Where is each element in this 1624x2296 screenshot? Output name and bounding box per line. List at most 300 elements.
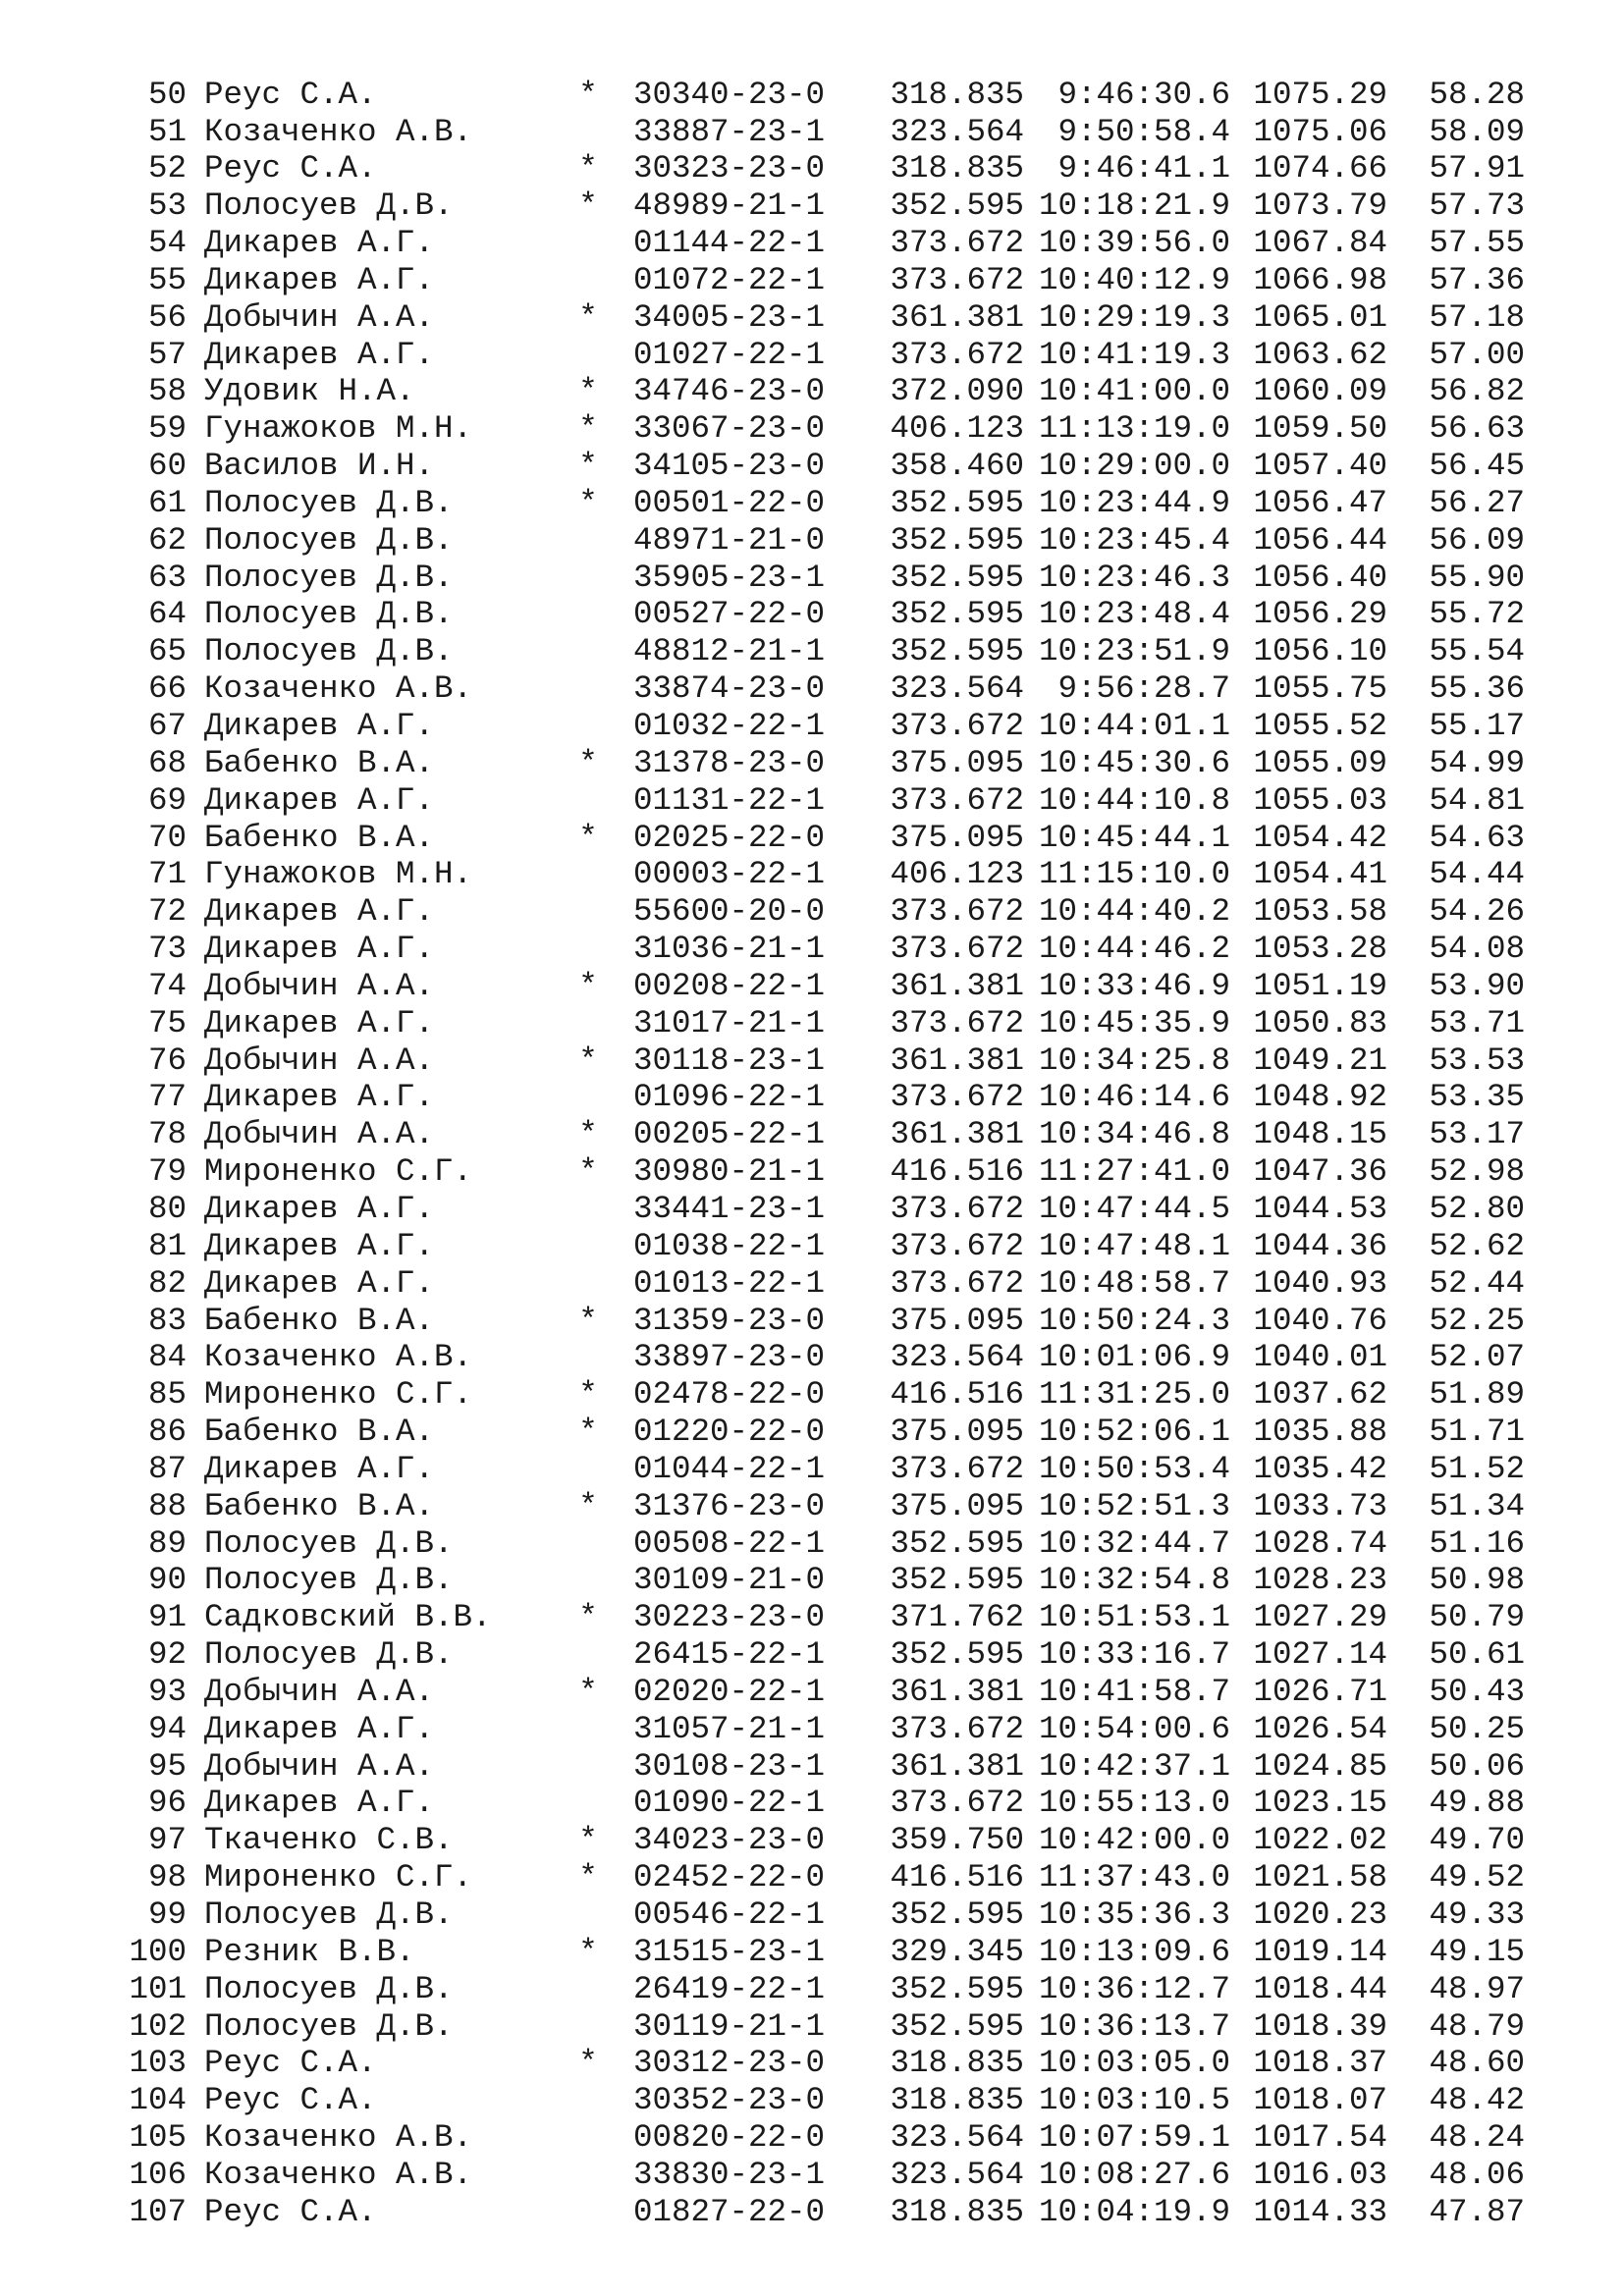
arrival-time: 10:29:00.0 [1038,448,1230,485]
place-number: 107 [129,2193,187,2230]
table-row [88,931,1561,968]
owner-name: Мироненко С.Г. [204,1153,473,1191]
score-value: 55.36 [1429,670,1525,708]
speed-value: 1056.47 [1253,484,1387,521]
speed-value: 1056.10 [1253,633,1387,670]
distance-value: 373.672 [890,336,1024,373]
owner-name: Полосуев Д.В. [204,187,454,225]
place-number: 85 [147,1376,187,1414]
ring-number: 01220-22-0 [633,1414,826,1451]
arrival-time: 10:52:51.3 [1038,1487,1230,1524]
table-row [88,1748,1561,1786]
place-number: 90 [147,1562,187,1599]
arrival-time: 10:13:09.6 [1038,1933,1230,1970]
owner-name: Удовик Н.А. [204,373,415,410]
arrival-time: 10:41:58.7 [1038,1673,1230,1710]
place-number: 97 [147,1822,187,1859]
distance-value: 318.835 [890,150,1024,187]
distance-value: 416.516 [890,1376,1024,1414]
owner-name: Реус С.А. [204,2045,377,2082]
mark-asterisk: * [578,76,598,113]
score-value: 53.71 [1429,1004,1525,1041]
table-row [88,1711,1561,1748]
owner-name: Реус С.А. [204,76,377,113]
table-row [88,857,1561,894]
ring-number: 35905-23-1 [633,559,826,596]
speed-value: 1075.06 [1253,113,1387,150]
speed-value: 1056.40 [1253,559,1387,596]
speed-value: 1053.58 [1253,893,1387,931]
owner-name: Бабенко В.А. [204,819,435,856]
arrival-time: 10:45:44.1 [1038,819,1230,856]
place-number: 100 [129,1933,187,1970]
owner-name: Полосуев Д.В. [204,596,454,633]
owner-name: Бабенко В.А. [204,1487,435,1524]
owner-name: Ткаченко С.В. [204,1822,454,1859]
arrival-time: 10:50:53.4 [1038,1450,1230,1487]
ring-number: 30980-21-1 [633,1153,826,1191]
place-number: 93 [147,1673,187,1710]
arrival-time: 9:46:41.1 [1057,150,1230,187]
table-row [88,782,1561,820]
score-value: 49.33 [1429,1896,1525,1934]
place-number: 87 [147,1450,187,1487]
table-row [88,1265,1561,1303]
distance-value: 352.595 [890,559,1024,596]
owner-name: Дикарев А.Г. [204,931,435,968]
speed-value: 1020.23 [1253,1896,1387,1934]
distance-value: 361.381 [890,1041,1024,1079]
score-value: 48.06 [1429,2156,1525,2193]
place-number: 104 [129,2082,187,2119]
distance-value: 358.460 [890,448,1024,485]
score-value: 55.90 [1429,559,1525,596]
arrival-time: 10:44:10.8 [1038,781,1230,819]
speed-value: 1027.29 [1253,1599,1387,1636]
distance-value: 361.381 [890,1673,1024,1710]
ring-number: 34023-23-0 [633,1822,826,1859]
ring-number: 02452-22-0 [633,1859,826,1896]
speed-value: 1075.29 [1253,76,1387,113]
place-number: 80 [147,1190,187,1227]
mark-asterisk: * [578,1116,598,1153]
place-number: 94 [147,1710,187,1747]
table-row [88,1340,1561,1377]
table-row [88,522,1561,560]
place-number: 67 [147,708,187,745]
score-value: 51.89 [1429,1376,1525,1414]
mark-asterisk: * [578,967,598,1004]
distance-value: 323.564 [890,2156,1024,2193]
score-value: 48.97 [1429,1970,1525,2007]
place-number: 71 [147,856,187,893]
score-value: 50.61 [1429,1636,1525,1674]
owner-name: Дикарев А.Г. [204,1450,435,1487]
speed-value: 1040.93 [1253,1264,1387,1302]
table-row [88,1600,1561,1637]
speed-value: 1055.03 [1253,781,1387,819]
distance-value: 359.750 [890,1822,1024,1859]
owner-name: Гунажоков М.Н. [204,410,473,448]
speed-value: 1055.52 [1253,708,1387,745]
speed-value: 1033.73 [1253,1487,1387,1524]
speed-value: 1022.02 [1253,1822,1387,1859]
arrival-time: 10:44:01.1 [1038,708,1230,745]
distance-value: 373.672 [890,1190,1024,1227]
table-row [88,2083,1561,2120]
score-value: 48.79 [1429,2007,1525,2045]
owner-name: Полосуев Д.В. [204,1896,454,1934]
distance-value: 375.095 [890,1302,1024,1339]
mark-asterisk: * [578,1822,598,1859]
mark-asterisk: * [578,2045,598,2082]
ring-number: 55600-20-0 [633,893,826,931]
place-number: 86 [147,1414,187,1451]
place-number: 75 [147,1004,187,1041]
score-value: 47.87 [1429,2193,1525,2230]
ring-number: 33830-23-1 [633,2156,826,2193]
distance-value: 373.672 [890,1264,1024,1302]
distance-value: 373.672 [890,225,1024,262]
owner-name: Козаченко А.В. [204,113,473,150]
speed-value: 1066.98 [1253,261,1387,298]
mark-asterisk: * [578,1487,598,1524]
place-number: 73 [147,931,187,968]
place-number: 57 [147,336,187,373]
owner-name: Добычин А.А. [204,1041,435,1079]
table-row [88,1042,1561,1080]
score-value: 50.43 [1429,1673,1525,1710]
place-number: 89 [147,1524,187,1562]
distance-value: 416.516 [890,1153,1024,1191]
ring-number: 31515-23-1 [633,1933,826,1970]
arrival-time: 10:23:51.9 [1038,633,1230,670]
distance-value: 352.595 [890,2007,1024,2045]
mark-asterisk: * [578,1041,598,1079]
owner-name: Мироненко С.Г. [204,1376,473,1414]
table-row [88,337,1561,374]
owner-name: Бабенко В.А. [204,1302,435,1339]
distance-value: 373.672 [890,1079,1024,1116]
speed-value: 1040.01 [1253,1339,1387,1376]
place-number: 50 [147,76,187,113]
speed-value: 1048.15 [1253,1116,1387,1153]
place-number: 63 [147,559,187,596]
owner-name: Дикарев А.Г. [204,1710,435,1747]
arrival-time: 10:34:25.8 [1038,1041,1230,1079]
ring-number: 01072-22-1 [633,261,826,298]
ring-number: 00205-22-1 [633,1116,826,1153]
score-value: 49.70 [1429,1822,1525,1859]
arrival-time: 10:42:37.1 [1038,1747,1230,1785]
distance-value: 352.595 [890,1636,1024,1674]
arrival-time: 9:46:30.6 [1057,76,1230,113]
place-number: 92 [147,1636,187,1674]
owner-name: Садковский В.В. [204,1599,492,1636]
place-number: 79 [147,1153,187,1191]
distance-value: 323.564 [890,1339,1024,1376]
owner-name: Дикарев А.Г. [204,708,435,745]
table-row [88,262,1561,299]
score-value: 53.90 [1429,967,1525,1004]
distance-value: 352.595 [890,1524,1024,1562]
table-row [88,1117,1561,1154]
speed-value: 1063.62 [1253,336,1387,373]
distance-value: 361.381 [890,298,1024,336]
ring-number: 26419-22-1 [633,1970,826,2007]
place-number: 54 [147,225,187,262]
table-row [88,1080,1561,1117]
arrival-time: 10:47:44.5 [1038,1190,1230,1227]
speed-value: 1056.29 [1253,596,1387,633]
score-value: 57.91 [1429,150,1525,187]
speed-value: 1074.66 [1253,150,1387,187]
mark-asterisk: * [578,187,598,225]
table-row [88,671,1561,709]
arrival-time: 10:51:53.1 [1038,1599,1230,1636]
table-row [88,225,1561,262]
score-value: 49.15 [1429,1933,1525,1970]
table-row [88,1191,1561,1228]
distance-value: 373.672 [890,1450,1024,1487]
distance-value: 406.123 [890,410,1024,448]
score-value: 54.63 [1429,819,1525,856]
arrival-time: 10:40:12.9 [1038,261,1230,298]
arrival-time: 10:45:30.6 [1038,744,1230,781]
mark-asterisk: * [578,744,598,781]
speed-value: 1050.83 [1253,1004,1387,1041]
mark-asterisk: * [578,298,598,336]
speed-value: 1067.84 [1253,225,1387,262]
speed-value: 1051.19 [1253,967,1387,1004]
place-number: 53 [147,187,187,225]
arrival-time: 11:13:19.0 [1038,410,1230,448]
arrival-time: 10:04:19.9 [1038,2193,1230,2230]
owner-name: Добычин А.А. [204,967,435,1004]
table-row [88,968,1561,1005]
mark-asterisk: * [578,1859,598,1896]
mark-asterisk: * [578,410,598,448]
place-number: 52 [147,150,187,187]
arrival-time: 11:31:25.0 [1038,1376,1230,1414]
table-row [88,1786,1561,1823]
owner-name: Резник В.В. [204,1933,415,1970]
distance-value: 318.835 [890,2082,1024,2119]
distance-value: 372.090 [890,373,1024,410]
owner-name: Добычин А.А. [204,298,435,336]
ring-number: 02020-22-1 [633,1673,826,1710]
owner-name: Дикарев А.Г. [204,336,435,373]
arrival-time: 10:29:19.3 [1038,298,1230,336]
arrival-time: 10:07:59.1 [1038,2119,1230,2157]
ring-number: 48971-21-0 [633,521,826,559]
distance-value: 375.095 [890,744,1024,781]
arrival-time: 9:56:28.7 [1057,670,1230,708]
speed-value: 1044.53 [1253,1190,1387,1227]
table-row [88,1414,1561,1451]
score-value: 53.17 [1429,1116,1525,1153]
distance-value: 373.672 [890,1227,1024,1264]
ring-number: 33067-23-0 [633,410,826,448]
ring-number: 33441-23-1 [633,1190,826,1227]
place-number: 98 [147,1859,187,1896]
distance-value: 373.672 [890,708,1024,745]
table-row [88,448,1561,485]
place-number: 82 [147,1264,187,1302]
speed-value: 1049.21 [1253,1041,1387,1079]
place-number: 102 [129,2007,187,2045]
score-value: 54.26 [1429,893,1525,931]
place-number: 76 [147,1041,187,1079]
place-number: 106 [129,2156,187,2193]
ring-number: 31376-23-0 [633,1487,826,1524]
table-row [88,560,1561,597]
distance-value: 371.762 [890,1599,1024,1636]
arrival-time: 10:03:05.0 [1038,2045,1230,2082]
distance-value: 318.835 [890,2045,1024,2082]
table-row [88,1377,1561,1415]
distance-value: 318.835 [890,76,1024,113]
table-row [88,634,1561,671]
table-row [88,2194,1561,2231]
arrival-time: 10:44:46.2 [1038,931,1230,968]
arrival-time: 10:33:16.7 [1038,1636,1230,1674]
mark-asterisk: * [578,819,598,856]
ring-number: 30340-23-0 [633,76,826,113]
score-value: 58.28 [1429,76,1525,113]
distance-value: 323.564 [890,113,1024,150]
ring-number: 01827-22-0 [633,2193,826,2230]
speed-value: 1016.03 [1253,2156,1387,2193]
mark-asterisk: * [578,150,598,187]
speed-value: 1018.39 [1253,2007,1387,2045]
speed-value: 1040.76 [1253,1302,1387,1339]
score-value: 56.09 [1429,521,1525,559]
score-value: 56.45 [1429,448,1525,485]
speed-value: 1056.44 [1253,521,1387,559]
table-row [88,1451,1561,1488]
mark-asterisk: * [578,1153,598,1191]
place-number: 103 [129,2045,187,2082]
arrival-time: 10:35:36.3 [1038,1896,1230,1934]
distance-value: 352.595 [890,1896,1024,1934]
place-number: 72 [147,893,187,931]
owner-name: Василов И.Н. [204,448,435,485]
distance-value: 373.672 [890,1004,1024,1041]
speed-value: 1054.41 [1253,856,1387,893]
arrival-time: 10:52:06.1 [1038,1414,1230,1451]
score-value: 55.54 [1429,633,1525,670]
score-value: 52.98 [1429,1153,1525,1191]
score-value: 51.52 [1429,1450,1525,1487]
owner-name: Дикарев А.Г. [204,1004,435,1041]
ring-number: 31378-23-0 [633,744,826,781]
arrival-time: 10:39:56.0 [1038,225,1230,262]
place-number: 64 [147,596,187,633]
distance-value: 352.595 [890,1562,1024,1599]
score-value: 58.09 [1429,113,1525,150]
owner-name: Полосуев Д.В. [204,1562,454,1599]
ring-number: 30108-23-1 [633,1747,826,1785]
mark-asterisk: * [578,1376,598,1414]
owner-name: Дикарев А.Г. [204,225,435,262]
distance-value: 373.672 [890,1785,1024,1822]
score-value: 55.72 [1429,596,1525,633]
owner-name: Дикарев А.Г. [204,1227,435,1264]
mark-asterisk: * [578,1673,598,1710]
place-number: 51 [147,113,187,150]
table-row [88,1525,1561,1563]
score-value: 52.25 [1429,1302,1525,1339]
owner-name: Дикарев А.Г. [204,1079,435,1116]
score-value: 57.73 [1429,187,1525,225]
ring-number: 00527-22-0 [633,596,826,633]
ring-number: 31359-23-0 [633,1302,826,1339]
score-value: 50.98 [1429,1562,1525,1599]
place-number: 61 [147,484,187,521]
table-row [88,114,1561,151]
speed-value: 1018.37 [1253,2045,1387,2082]
place-number: 66 [147,670,187,708]
score-value: 52.07 [1429,1339,1525,1376]
table-row [88,820,1561,857]
arrival-time: 10:01:06.9 [1038,1339,1230,1376]
table-row [88,485,1561,522]
place-number: 68 [147,744,187,781]
arrival-time: 10:45:35.9 [1038,1004,1230,1041]
ring-number: 26415-22-1 [633,1636,826,1674]
speed-value: 1018.07 [1253,2082,1387,2119]
place-number: 74 [147,967,187,1004]
ring-number: 33874-23-0 [633,670,826,708]
score-value: 54.44 [1429,856,1525,893]
arrival-time: 10:23:46.3 [1038,559,1230,596]
owner-name: Полосуев Д.В. [204,1970,454,2007]
ring-number: 30312-23-0 [633,2045,826,2082]
place-number: 77 [147,1079,187,1116]
ring-number: 00508-22-1 [633,1524,826,1562]
arrival-time: 10:41:00.0 [1038,373,1230,410]
ring-number: 34746-23-0 [633,373,826,410]
arrival-time: 10:18:21.9 [1038,187,1230,225]
owner-name: Полосуев Д.В. [204,484,454,521]
place-number: 105 [129,2119,187,2157]
ring-number: 01044-22-1 [633,1450,826,1487]
score-value: 50.25 [1429,1710,1525,1747]
distance-value: 318.835 [890,2193,1024,2230]
score-value: 56.82 [1429,373,1525,410]
speed-value: 1057.40 [1253,448,1387,485]
ring-number: 01027-22-1 [633,336,826,373]
distance-value: 416.516 [890,1859,1024,1896]
place-number: 55 [147,261,187,298]
arrival-time: 10:44:40.2 [1038,893,1230,931]
arrival-time: 10:34:46.8 [1038,1116,1230,1153]
owner-name: Бабенко В.А. [204,744,435,781]
speed-value: 1027.14 [1253,1636,1387,1674]
distance-value: 361.381 [890,1116,1024,1153]
speed-value: 1060.09 [1253,373,1387,410]
ring-number: 31017-21-1 [633,1004,826,1041]
place-number: 78 [147,1116,187,1153]
place-number: 65 [147,633,187,670]
owner-name: Реус С.А. [204,2082,377,2119]
table-row [88,708,1561,745]
table-row [88,1896,1561,1934]
mark-asterisk: * [578,373,598,410]
ring-number: 01131-22-1 [633,781,826,819]
speed-value: 1054.42 [1253,819,1387,856]
